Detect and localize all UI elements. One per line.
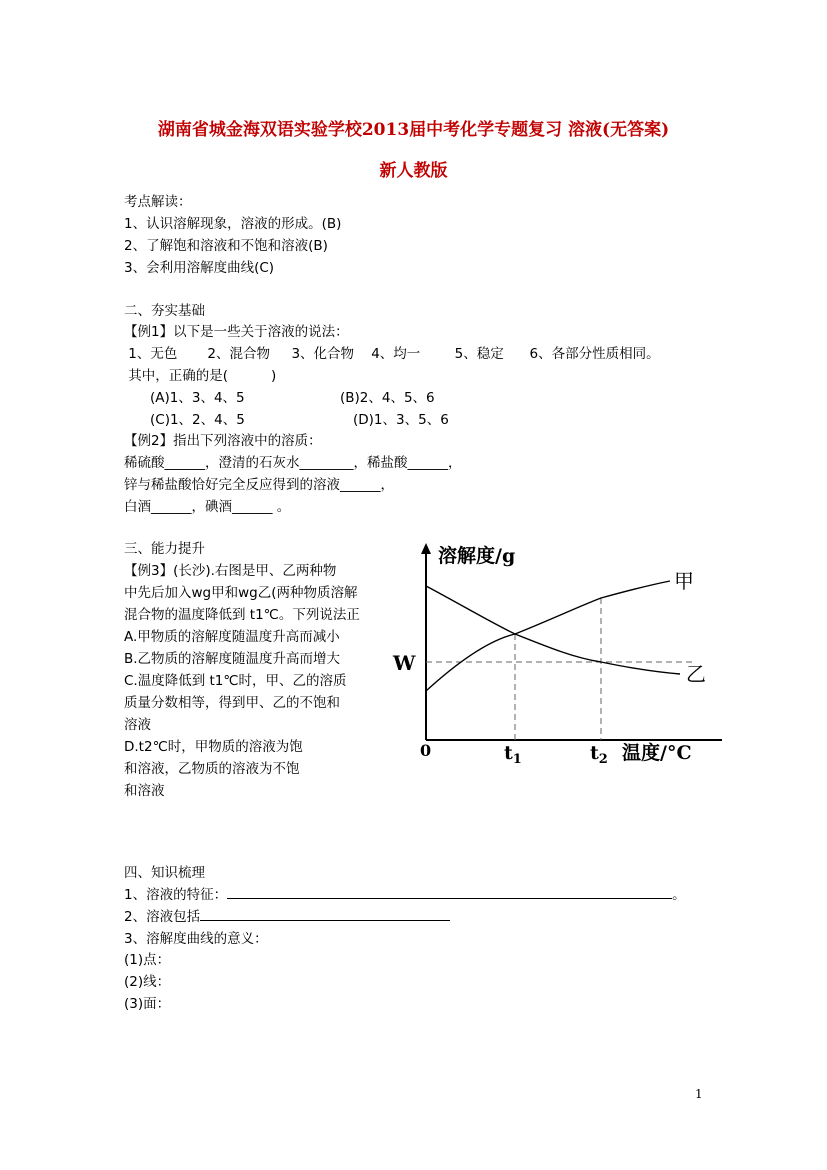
- knowledge-sub-1: (1)点：: [124, 952, 171, 968]
- knowledge-item-1: 1、溶液的特征： 。: [124, 883, 686, 903]
- curve-jia: [426, 581, 670, 691]
- w-label: W: [393, 651, 416, 675]
- knowledge-item-3: 3、溶解度曲线的意义：: [124, 931, 268, 947]
- section3-heading: 三、能力提升: [124, 541, 205, 557]
- example3-line-3: 混合物的温度降低到 t1℃。下列说法正: [124, 607, 360, 623]
- example1-option-d: (D)1、3、5、6: [353, 412, 449, 428]
- example3-option-b: B.乙物质的溶解度随温度升高而增大: [124, 651, 341, 667]
- example3-option-c: C.温度降低到 t1℃时，甲、乙的溶质: [124, 673, 347, 689]
- document-title-line2: 新人教版: [379, 161, 448, 181]
- example2-line1: 稀硫酸______，澄清的石灰水________，稀盐酸______，: [124, 455, 462, 471]
- knowledge-item-2: 2、溶液包括: [124, 905, 450, 925]
- curve-yi: [426, 586, 680, 674]
- t2-label: $t_2$: [590, 742, 608, 767]
- section2-heading: 二、夯实基础: [124, 303, 205, 319]
- example1-option-b: (B)2、4、5、6: [340, 390, 435, 406]
- section4-heading: 四、知识梳理: [124, 865, 205, 881]
- page-number: 1: [695, 1087, 703, 1101]
- example2-line3: 白酒______，碘酒______ 。: [124, 499, 291, 515]
- solubility-curve-figure: [390, 540, 740, 772]
- example1-statements: 1、无色 2、混合物 3、化合物 4、均一 5、稳定 6、各部分性质相同。: [124, 346, 660, 362]
- example2-prompt: 【例2】指出下列溶液中的溶质：: [124, 433, 322, 449]
- exam-point-3: 3、会利用溶解度曲线(C): [124, 260, 275, 276]
- example3-option-d: D.t2℃时，甲物质的溶液为饱: [124, 739, 303, 755]
- example1-option-a: (A)1、3、4、5: [150, 390, 245, 406]
- example1-prompt: 【例1】以下是一些关于溶液的说法：: [124, 324, 349, 340]
- series-label-jia: 甲: [674, 569, 694, 593]
- exam-points-heading: 考点解读：: [124, 194, 192, 210]
- y-axis-arrow: [421, 543, 431, 554]
- exam-point-2: 2、了解饱和溶液和不饱和溶液(B): [124, 238, 328, 254]
- example2-line2: 锌与稀盐酸恰好完全反应得到的溶液______，: [124, 477, 394, 493]
- example3-option-d-cont: 和溶液，乙物质的溶液为不饱: [124, 761, 300, 777]
- example1-question: 其中，正确的是( ): [124, 368, 277, 384]
- t1-label: $t_1$: [504, 742, 522, 767]
- example3-line-1: 【例3】(长沙).右图是甲、乙两种物: [124, 563, 337, 579]
- example3-option-c-cont: 质量分数相等，得到甲、乙的不饱和: [124, 695, 340, 711]
- origin-label: 0: [420, 741, 432, 760]
- example3-option-a: A.甲物质的溶解度随温度升高而减小: [124, 629, 340, 645]
- example3-option-d-end: 和溶液: [124, 783, 165, 799]
- exam-point-1: 1、认识溶解现象，溶液的形成。(B): [124, 216, 342, 232]
- x-axis-label: 温度/°C: [622, 742, 692, 764]
- knowledge-sub-2: (2)线：: [124, 974, 171, 990]
- example3-option-c-end: 溶液: [124, 717, 151, 733]
- series-label-yi: 乙: [686, 662, 706, 686]
- knowledge-sub-3: (3)面：: [124, 996, 171, 1012]
- document-title-line1: 湖南省城金海双语实验学校2013届中考化学专题复习 溶液(无答案): [157, 120, 670, 140]
- blank-solution-features[interactable]: [227, 884, 672, 899]
- y-axis-label: 溶解度/g: [438, 545, 516, 567]
- example3-line-2: 中先后加入wg甲和wg乙(两种物质溶解: [124, 585, 358, 601]
- example1-option-c: (C)1、2、4、5: [150, 412, 245, 428]
- blank-solution-includes[interactable]: [200, 906, 450, 921]
